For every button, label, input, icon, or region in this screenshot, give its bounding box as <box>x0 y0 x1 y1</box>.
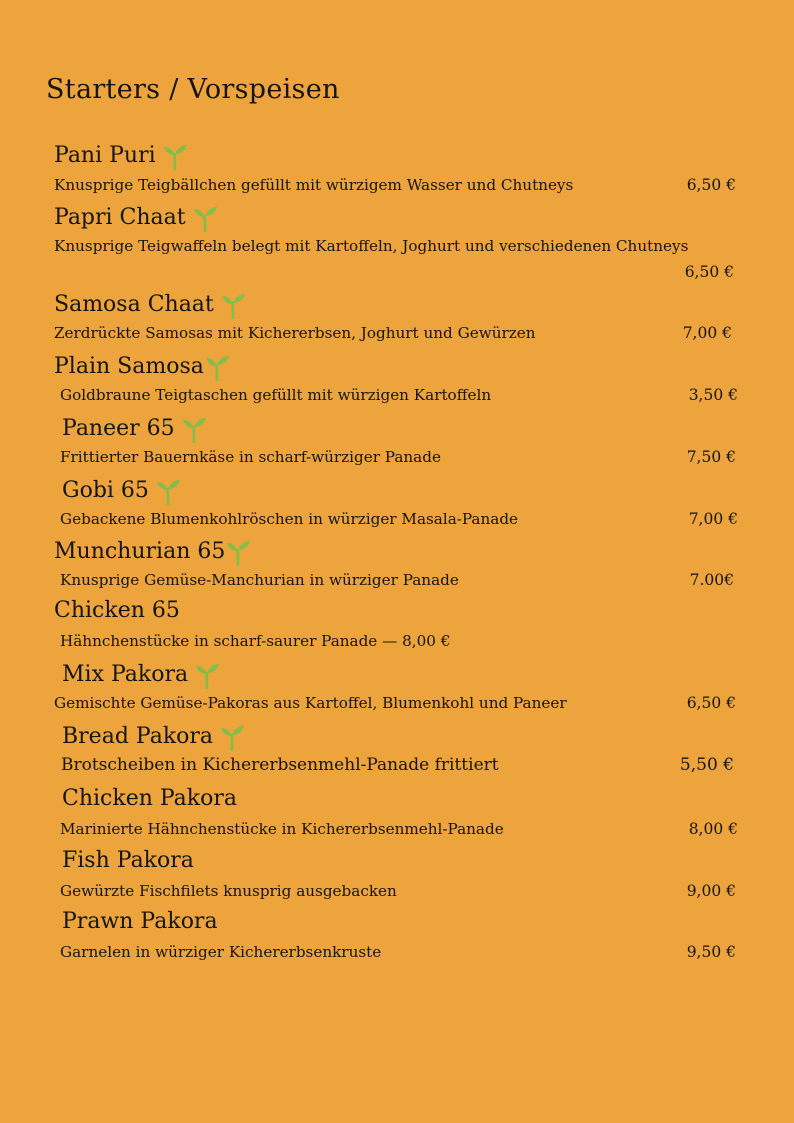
item-name-label: Pani Puri <box>54 143 156 168</box>
item-name-label: Paneer 65 <box>62 416 175 441</box>
item-price: 6,50 € <box>686 694 736 712</box>
sprout-icon <box>162 142 188 170</box>
item-name-label: Chicken Pakora <box>62 786 238 811</box>
item-price: 5,50 € <box>679 755 734 775</box>
item-name-label: Prawn Pakora <box>62 909 218 934</box>
item-price: 7.00€ <box>689 571 734 589</box>
item-name-chicken-pakora <box>62 788 237 810</box>
sprout-icon <box>192 204 218 232</box>
item-name-label: Gobi 65 <box>62 478 149 503</box>
page-title: Starters / Vorspeisen <box>46 74 340 105</box>
item-name-label: Chicken 65 <box>54 598 180 623</box>
sprout-icon <box>181 415 207 443</box>
item-price: 8,00 € <box>688 820 738 838</box>
item-price: 7,00 € <box>688 510 738 528</box>
item-name-samosa-chaat <box>54 291 246 319</box>
item-name-label: Papri Chaat <box>54 205 186 230</box>
item-name-label: Bread Pakora <box>62 724 214 749</box>
item-description: Frittierter Bauernkäse in scharf-würziger Panade <box>60 448 441 466</box>
item-name-gobi-65 <box>62 477 181 505</box>
item-price: 3,50 € <box>688 386 738 404</box>
item-description: Marinierte Hähnchenstücke in Kichererbsenmehl-Panade <box>60 820 504 838</box>
item-description: Knusprige Gemüse-Manchurian in würziger Panade <box>60 571 459 589</box>
item-name-mix-pakora <box>62 661 220 689</box>
sprout-icon <box>220 291 246 319</box>
sprout-icon <box>225 538 251 566</box>
item-description: Hähnchenstücke in scharf-saurer Panade — 8,00 € <box>60 632 451 650</box>
item-price: 7,50 € <box>686 448 736 466</box>
item-name-prawn-pakora <box>62 911 218 933</box>
item-description: Zerdrückte Samosas mit Kichererbsen, Joghurt und Gewürzen <box>54 324 536 342</box>
item-name-label: Mix Pakora <box>62 662 189 687</box>
item-description: Gewürzte Fischfilets knusprig ausgebacken <box>60 882 397 900</box>
item-name-label: Samosa Chaat <box>54 292 214 317</box>
sprout-icon <box>194 661 220 689</box>
item-name-label: Fish Pakora <box>62 848 194 873</box>
item-price: 9,00 € <box>686 882 736 900</box>
item-description: Brotscheiben in Kichererbsenmehl-Panade frittiert <box>61 755 499 775</box>
item-description: Garnelen in würziger Kichererbsenkruste <box>60 943 382 961</box>
item-price: 6,50 € <box>684 263 734 281</box>
item-name-munchurian-65 <box>54 538 251 566</box>
item-name-label: Plain Samosa <box>54 354 204 379</box>
item-name-plain-samosa <box>54 353 230 381</box>
item-name-fish-pakora <box>62 850 194 872</box>
item-name-bread-pakora <box>62 723 245 751</box>
sprout-icon <box>155 477 181 505</box>
item-name-pani-puri <box>54 142 188 170</box>
item-name-label: Munchurian 65 <box>54 539 226 564</box>
item-name-paneer-65 <box>62 415 207 443</box>
item-description: Knusprige Teigwaffeln belegt mit Kartoffeln, Joghurt und verschiedenen Chutneys <box>54 237 689 255</box>
item-description: Knusprige Teigbällchen gefüllt mit würzigem Wasser und Chutneys <box>54 176 574 194</box>
item-description: Gemischte Gemüse-Pakoras aus Kartoffel, Blumenkohl und Paneer <box>54 694 567 712</box>
item-price: 9,50 € <box>686 943 736 961</box>
item-description: Gebackene Blumenkohlröschen in würziger Masala-Panade <box>60 510 519 528</box>
item-description: Goldbraune Teigtaschen gefüllt mit würzigen Kartoffeln <box>60 386 492 404</box>
item-name-papri-chaat <box>54 204 218 232</box>
sprout-icon <box>204 353 230 381</box>
item-name-chicken-65 <box>54 600 180 622</box>
sprout-icon <box>219 723 245 751</box>
item-price: 7,00 € <box>682 324 732 342</box>
item-price: 6,50 € <box>686 176 736 194</box>
